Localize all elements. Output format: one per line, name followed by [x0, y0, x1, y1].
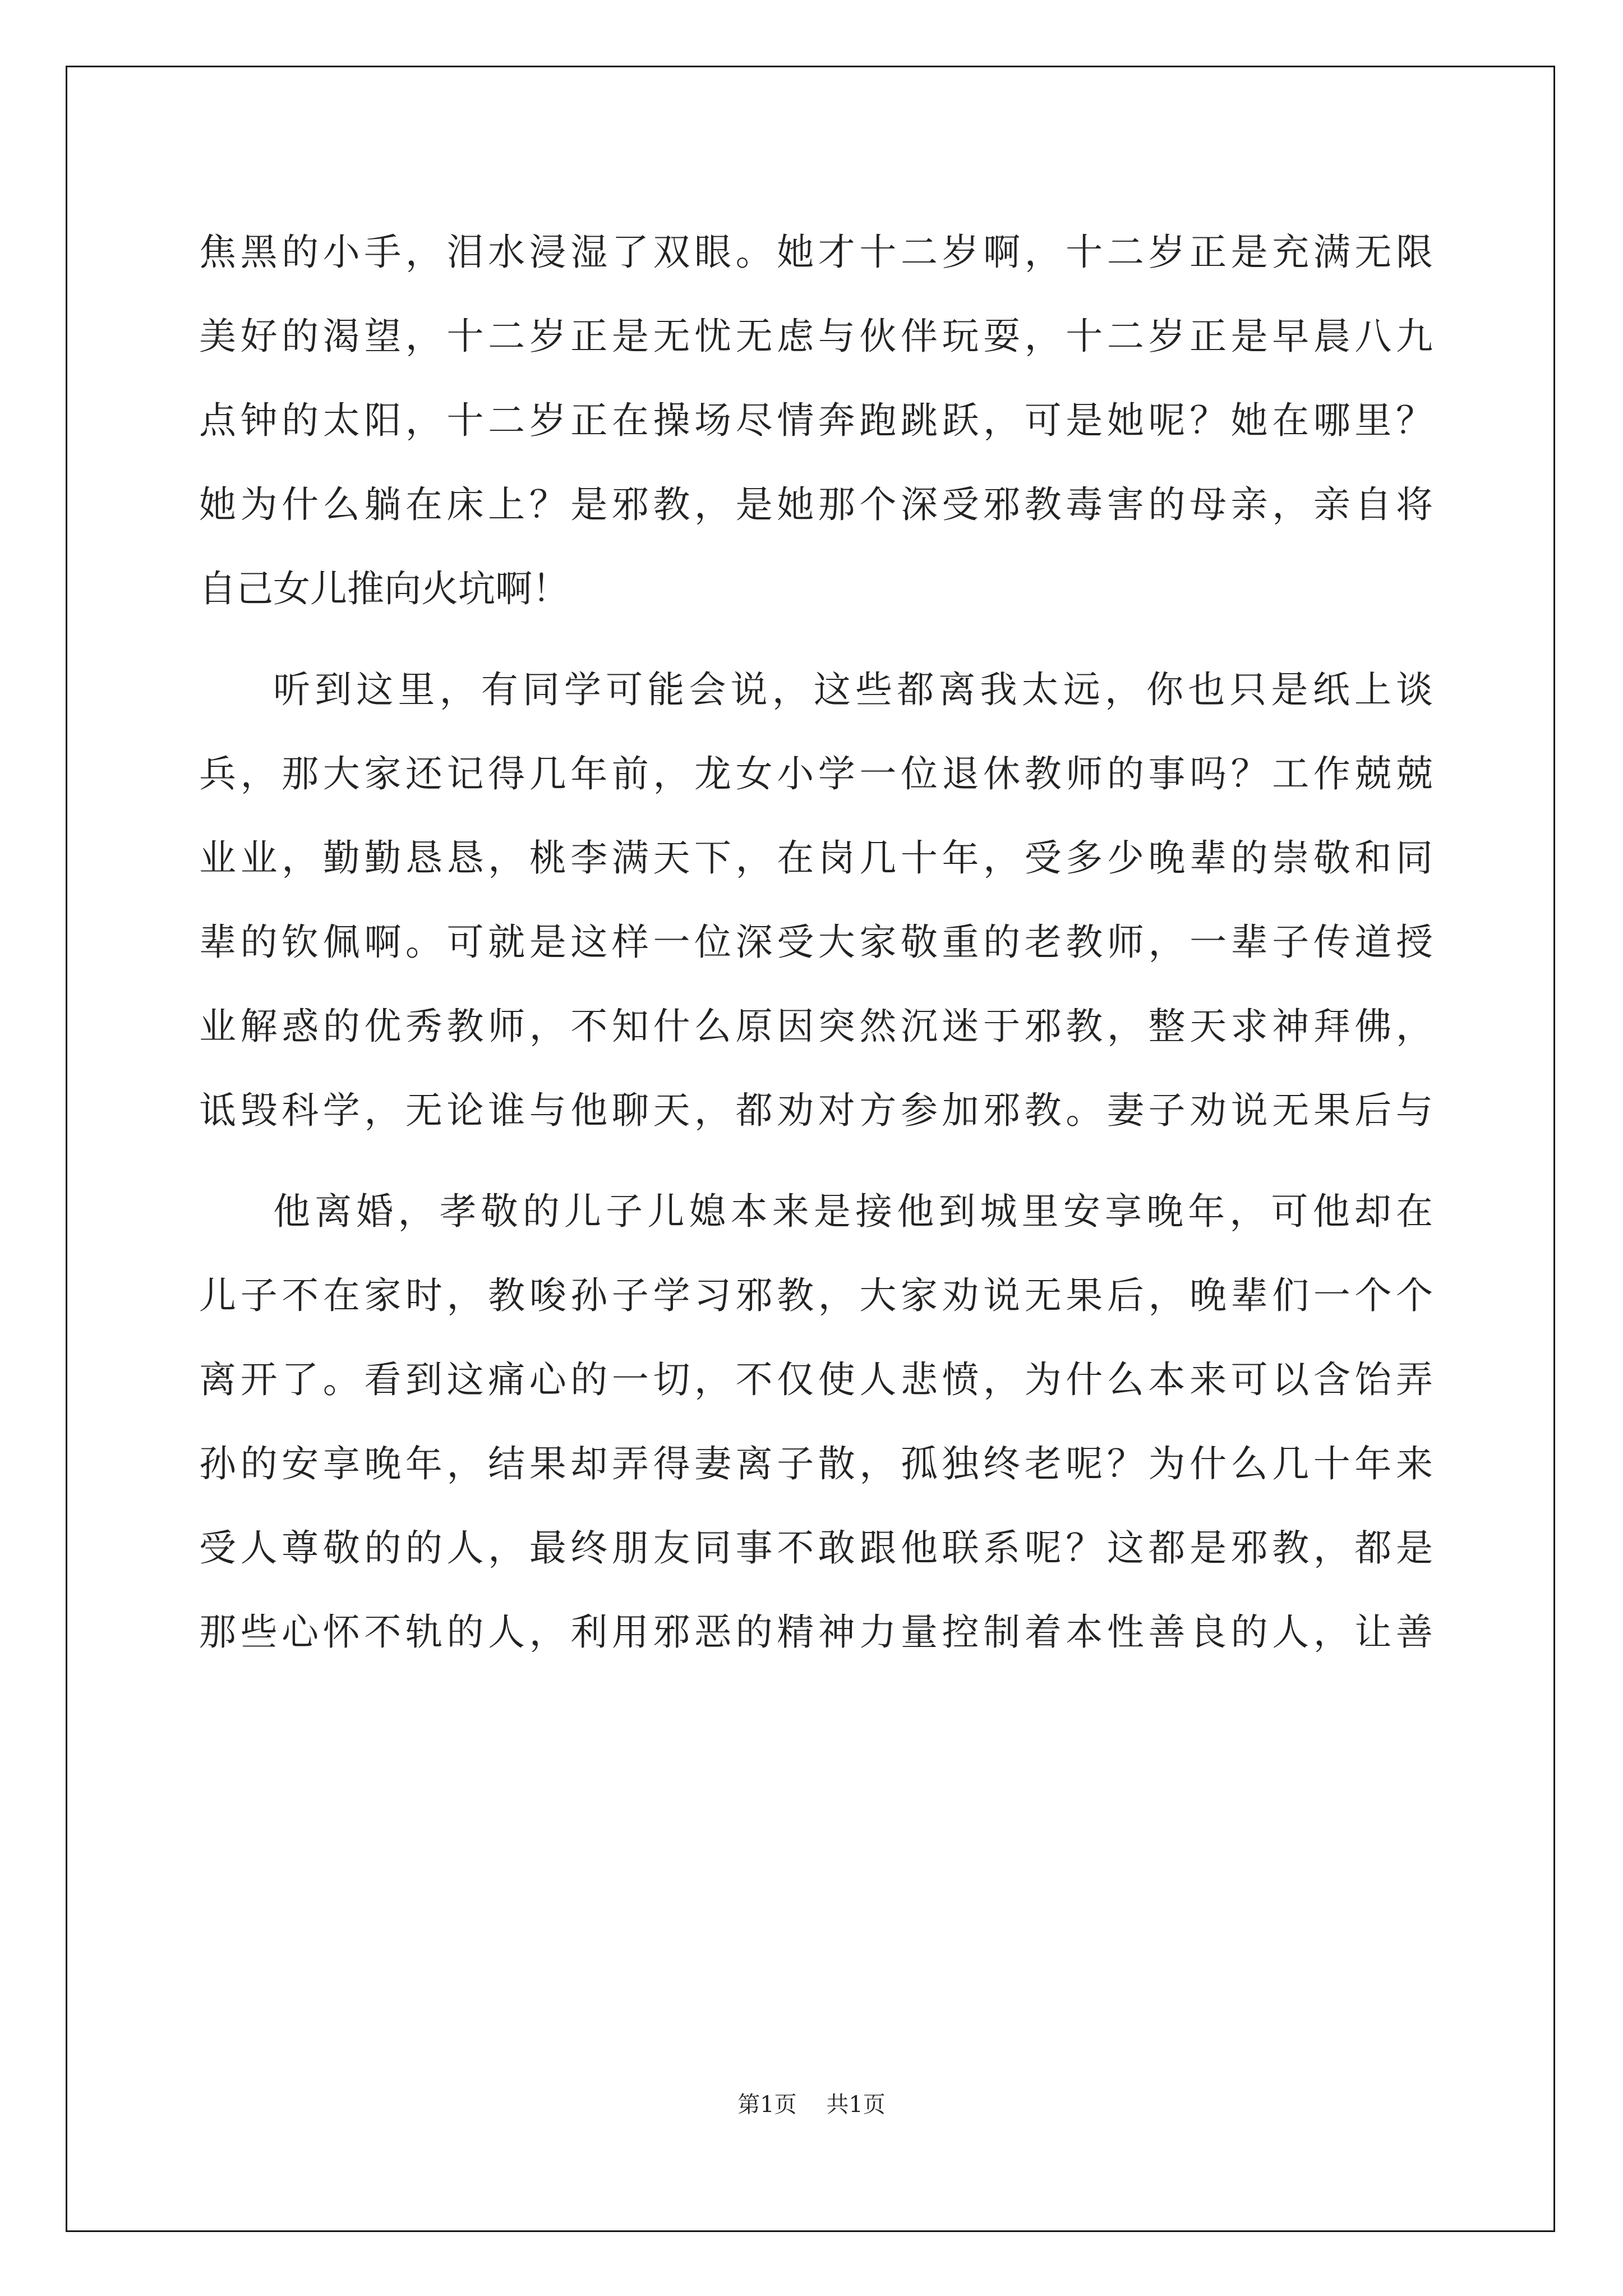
text-line: 业解惑的优秀教师，不知什么原因突然沉迷于邪教，整天求神拜佛，: [199, 1005, 1433, 1048]
text-line: 离开了。看到这痛心的一切，不仅使人悲愤，为什么本来可以含饴弄: [199, 1358, 1433, 1401]
text-line: 兵，那大家还记得几年前，龙女小学一位退休教师的事吗？工作兢兢: [199, 752, 1433, 795]
text-line: 他离婚，孝敬的儿子儿媳本来是接他到城里安享晚年，可他却在: [273, 1190, 1433, 1233]
page-footer: [0, 2087, 1623, 2119]
text-line: 受人尊敬的的人，最终朋友同事不敢跟他联系呢？这都是邪教，都是: [199, 1526, 1433, 1570]
text-line: 焦黑的小手，泪水浸湿了双眼。她才十二岁啊，十二岁正是充满无限: [199, 231, 1433, 274]
text-line: 业业，勤勤恳恳，桃李满天下，在岗几十年，受多少晚辈的崇敬和同: [199, 836, 1433, 880]
text-line: 自己女儿推向火坑啊！: [199, 567, 569, 610]
text-line: 那些心怀不轨的人，利用邪恶的精神力量控制着本性善良的人，让善: [199, 1611, 1433, 1654]
text-line: 儿子不在家时，教唆孙子学习邪教，大家劝说无果后，晚辈们一个个: [199, 1274, 1433, 1317]
document-body: [199, 210, 1433, 1674]
paragraph-gap: [199, 1153, 1433, 1170]
text-line: 诋毁科学，无论谁与他聊天，都劝对方参加邪教。妻子劝说无果后与: [199, 1089, 1433, 1132]
paragraph-gap: [199, 631, 1433, 648]
text-line: 点钟的太阳，十二岁正在操场尽情奔跑跳跃，可是她呢？她在哪里？: [199, 399, 1433, 442]
page-total: 共1页: [826, 2092, 886, 2118]
text-line: 美好的渴望，十二岁正是无忧无虑与伙伴玩耍，十二岁正是早晨八九: [199, 315, 1433, 358]
page-number: 第1页: [737, 2092, 797, 2118]
text-line: 听到这里，有同学可能会说，这些都离我太远，你也只是纸上谈: [273, 668, 1433, 711]
text-line: 辈的钦佩啊。可就是这样一位深受大家敬重的老教师，一辈子传道授: [199, 921, 1433, 964]
text-line: 她为什么躺在床上？是邪教，是她那个深受邪教毒害的母亲，亲自将: [199, 483, 1433, 526]
paragraph: [199, 210, 1433, 631]
text-line: 孙的安享晚年，结果却弄得妻离子散，孤独终老呢？为什么几十年来: [199, 1442, 1433, 1485]
paragraph: [199, 648, 1433, 1153]
paragraph: [199, 1170, 1433, 1674]
